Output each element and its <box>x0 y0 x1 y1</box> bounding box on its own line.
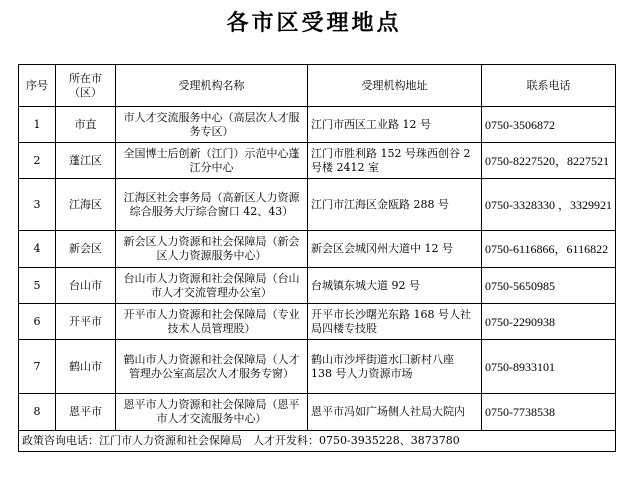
cell-city: 开平市 <box>56 304 116 340</box>
table-row <box>19 304 616 340</box>
table-row <box>19 143 616 179</box>
cell-org: 市人才交流服务中心（高层次人才服务专区） <box>116 107 308 143</box>
page-title: 各市区受理地点 <box>226 11 402 36</box>
header-tel: 联系电话 <box>482 65 616 107</box>
cell-seq: 8 <box>19 394 56 431</box>
cell-seq: 7 <box>19 340 56 394</box>
cell-org: 鹤山市人力资源和社会保障局（人才管理办公室高层次人才服务专窗） <box>116 340 308 394</box>
cell-tel: 0750-6116866，6116822 <box>482 231 616 268</box>
cell-city: 台山市 <box>56 268 116 304</box>
cell-org: 新会区人力资源和社会保障局（新会区人力资源服务中心） <box>116 231 308 268</box>
locations-table <box>18 64 616 452</box>
cell-addr: 鹤山市沙坪街道水囗新村八座 138 号人力资源市场 <box>308 340 482 394</box>
cell-org: 恩平市人力资源和社会保障局（恩平市人才交流服务中心） <box>116 394 308 431</box>
policy-hotline-note: 政策咨询电话：江门市人力资源和社会保障局 人才开发科：0750-3935228、3873780 <box>19 431 616 452</box>
cell-tel: 0750-3328330 ，3329921 <box>482 179 616 231</box>
table-header-row <box>19 65 616 107</box>
table-row <box>19 231 616 268</box>
cell-seq: 3 <box>19 179 56 231</box>
cell-seq: 2 <box>19 143 56 179</box>
cell-tel: 0750-3506872 <box>482 107 616 143</box>
cell-org: 台山市人力资源和社会保障局（台山市人才交流管理办公室） <box>116 268 308 304</box>
cell-addr: 开平市长沙曙光东路 168 号人社局四楼专技股 <box>308 304 482 340</box>
header-seq: 序号 <box>19 65 56 107</box>
cell-addr: 江门市江海区金瓯路 288 号 <box>308 179 482 231</box>
table-row <box>19 268 616 304</box>
cell-seq: 6 <box>19 304 56 340</box>
cell-tel: 0750-2290938 <box>482 304 616 340</box>
table-footer-row <box>19 431 616 452</box>
table-row <box>19 179 616 231</box>
cell-tel: 0750-8933101 <box>482 340 616 394</box>
cell-addr: 新会区会城冈州大道中 12 号 <box>308 231 482 268</box>
cell-city: 恩平市 <box>56 394 116 431</box>
cell-tel: 0750-7738538 <box>482 394 616 431</box>
cell-tel: 0750-8227520，8227521 <box>482 143 616 179</box>
header-city: 所在市（区） <box>56 65 116 107</box>
cell-seq: 4 <box>19 231 56 268</box>
cell-addr: 江门市胜利路 152 号珠西创谷 2 号楼 2412 室 <box>308 143 482 179</box>
table-row <box>19 394 616 431</box>
cell-city: 江海区 <box>56 179 116 231</box>
cell-addr: 江门市西区工业路 12 号 <box>308 107 482 143</box>
cell-addr: 台城镇东城大道 92 号 <box>308 268 482 304</box>
cell-addr: 恩平市冯如广场侧人社局大院内 <box>308 394 482 431</box>
cell-seq: 1 <box>19 107 56 143</box>
cell-tel: 0750-5650985 <box>482 268 616 304</box>
cell-seq: 5 <box>19 268 56 304</box>
header-addr: 受理机构地址 <box>308 65 482 107</box>
cell-org: 江海区社会事务局（高新区人力资源综合服务大厅综合窗口 42、43） <box>116 179 308 231</box>
header-org: 受理机构名称 <box>116 65 308 107</box>
cell-city: 新会区 <box>56 231 116 268</box>
table-row <box>19 340 616 394</box>
table-row <box>19 107 616 143</box>
cell-org: 开平市人力资源和社会保障局（专业技术人员管理股） <box>116 304 308 340</box>
cell-org: 全国博士后创新（江门）示范中心蓬江分中心 <box>116 143 308 179</box>
cell-city: 鹤山市 <box>56 340 116 394</box>
cell-city: 蓬江区 <box>56 143 116 179</box>
cell-city: 市直 <box>56 107 116 143</box>
